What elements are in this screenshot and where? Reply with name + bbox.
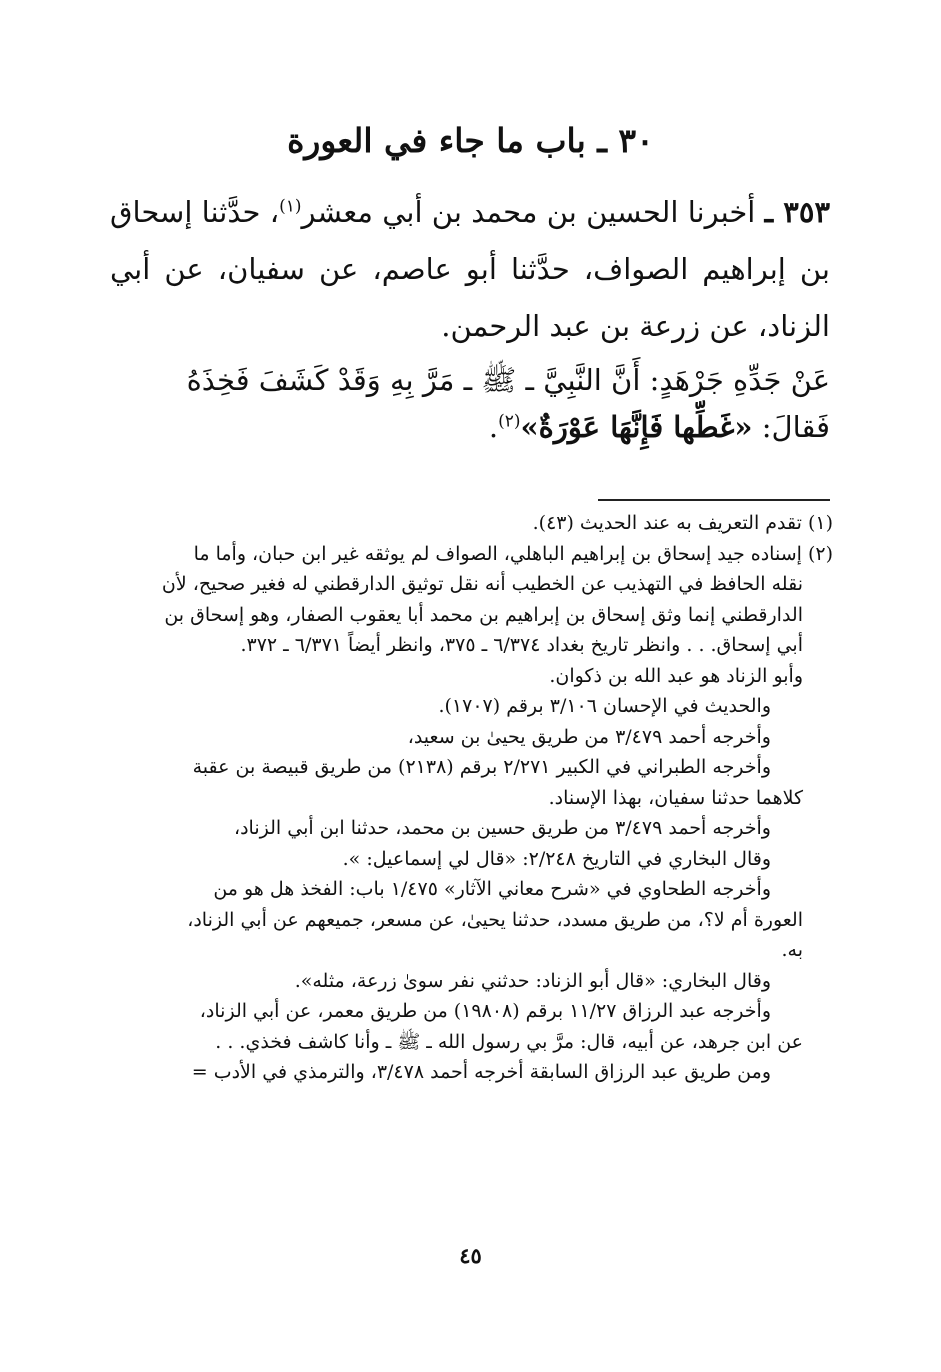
footnote-line: وأخرجه الطحاوي في «شرح معاني الآثار» ١/٤٧٥ باب: الفخذ هل هو من bbox=[213, 878, 771, 900]
footnote-line: الدارقطني إنما وثق إسحاق بن إبراهيم بن محمد أبا يعقوب الصفار، وهو إسحاق بن bbox=[164, 603, 803, 626]
footnote-line: (١) تقدم التعريف به عند الحديث (٤٣). bbox=[532, 512, 833, 534]
footnote-line: وأخرجه الطبراني في الكبير ٢/٢٧١ برقم (٢١٣٨) من طريق قبيصة بن عقبة bbox=[192, 756, 771, 778]
isnad-part-2: ، حدَّثنا إسحاق بن إبراهيم الصواف، حدَّثنا أبو عاصم، عن سفيان، عن أبي الزناد، عن زرعة بن عبد الرحمن. bbox=[110, 195, 830, 343]
footnote-line: وأخرجه عبد الرزاق ١١/٢٧ برقم (١٩٨٠٨) من طريق معمر، عن أبي الزناد، bbox=[199, 1000, 771, 1022]
chapter-title: ٣٠ ـ باب ما جاء في العورة bbox=[287, 121, 654, 160]
hadith-isnad bbox=[110, 184, 830, 355]
footnote-line: وقال البخاري في التاريخ ٢/٢٤٨: «قال لي إسماعيل: ». bbox=[342, 847, 771, 870]
page-number: ٤٥ bbox=[459, 1243, 482, 1268]
footnote-divider bbox=[598, 499, 830, 501]
footnote-line: وأخرجه أحمد ٣/٤٧٩ من طريق يحيىٰ بن سعيد، bbox=[407, 725, 771, 748]
footnote-line: وأبو الزناد هو عبد الله بن ذكوان. bbox=[549, 664, 803, 687]
isnad-part-1: أخبرنا الحسين بن محمد بن أبي معشر bbox=[301, 195, 756, 229]
footnote-ref-1[interactable]: (١) bbox=[279, 196, 302, 217]
hadith-number: ٣٥٣ ـ bbox=[764, 195, 831, 229]
footnotes bbox=[115, 508, 833, 1088]
footnote-line: نقله الحافظ في التهذيب عن الخطيب أنه نقل توثيق الدارقطني له فغير صحيح، لأن bbox=[161, 573, 803, 595]
footnote-ref-2[interactable]: (٢) bbox=[498, 411, 521, 432]
footnote-line: كلاهما حدثنا سفيان، بهذا الإسناد. bbox=[548, 786, 803, 809]
footnote-line: ومن طريق عبد الرزاق السابقة أخرجه أحمد ٣/٤٧٨، والترمذي في الأدب = bbox=[191, 1061, 771, 1083]
footnote-line: العورة أم لا؟، من طريق مسدد، حدثنا يحيىٰ، عن مسعر، جميعهم عن أبي الزناد، bbox=[187, 908, 803, 931]
footnote-line: وقال البخاري: «قال أبو الزناد: حدثني نفر سوىٰ زرعة، مثله». bbox=[294, 969, 771, 992]
footnote-line: (٢) إسناده جيد إسحاق بن إبراهيم الباهلي، الصواف لم يوثقه غير ابن حبان، وأما ما bbox=[193, 542, 833, 565]
footnote-line: والحديث في الإحسان ٣/١٠٦ برقم (١٧٠٧). bbox=[438, 695, 771, 717]
matn-intro: عَنْ جَدِّهِ جَرْهَدٍ: أَنَّ النَّبِيَّ ـ ﷺ ـ مَرَّ بِهِ وَقَدْ كَشَفَ فَخِذَهُ فَقالَ: bbox=[186, 363, 830, 444]
matn-end: . bbox=[488, 410, 499, 444]
footnote-line: أبي إسحاق. . . وانظر تاريخ بغداد ٦/٣٧٤ ـ ٣٧٥، وانظر أيضاً ٦/٣٧١ ـ ٣٧٢. bbox=[240, 634, 803, 656]
hadith-matn bbox=[110, 357, 830, 451]
footnote-line: به. bbox=[781, 939, 803, 961]
footnote-line: عن ابن جرهد، عن أبيه، قال: مرَّ بي رسول الله ـ ﷺ ـ وأنا كاشف فخذي. . . bbox=[215, 1030, 803, 1053]
footnote-line: وأخرجه أحمد ٣/٤٧٩ من طريق حسين بن محمد، حدثنا ابن أبي الزناد، bbox=[233, 817, 771, 839]
matn-quote: «غَطِّها فَإِنَّهَا عَوْرَةٌ» bbox=[520, 410, 753, 444]
